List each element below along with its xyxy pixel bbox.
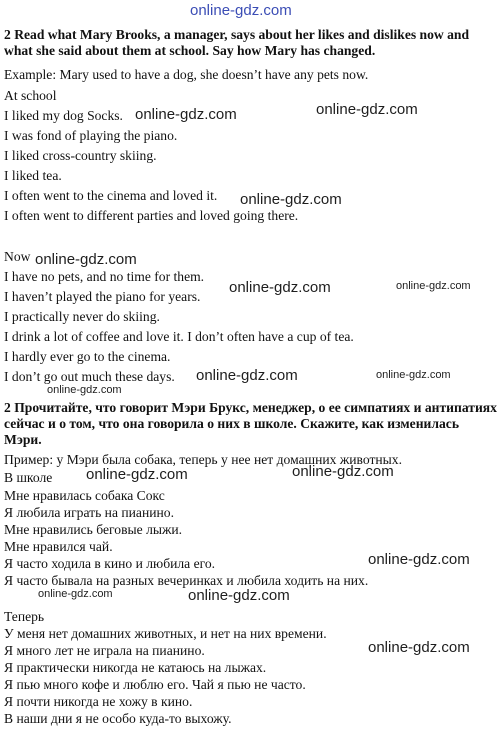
watermark: online-gdz.com	[240, 191, 342, 208]
school-line-en: I liked my dog Socks.	[4, 108, 123, 123]
now-line-ru: В наши дни я не особо куда-то выхожу.	[4, 711, 232, 726]
now-line-ru: У меня нет домашних животных, и нет на них времени.	[4, 626, 327, 641]
school-line-ru: Мне нравился чай.	[4, 539, 113, 554]
school-line-en: I often went to different parties and loved going there.	[4, 208, 299, 223]
watermark: online-gdz.com	[86, 466, 188, 483]
watermark: online-gdz.com	[38, 588, 113, 600]
now-line-en: I drink a lot of coffee and love it. I don’t often have a cup of tea.	[4, 329, 354, 344]
example-en: Example: Mary used to have a dog, she doesn’t have any pets now.	[4, 67, 369, 82]
school-line-ru: Я любила играть на пианино.	[4, 505, 174, 520]
watermark: online-gdz.com	[316, 101, 418, 118]
now-line-en: I haven’t played the piano for years.	[4, 289, 201, 304]
now-line-en: I hardly ever go to the cinema.	[4, 349, 171, 364]
now-line-en: I have no pets, and no time for them.	[4, 269, 205, 284]
school-line-ru: Я часто бывала на разных вечеринках и любила ходить на них.	[4, 573, 369, 588]
exercise-heading-en: 2 Read what Mary Brooks, a manager, says about her likes and dislikes now and what she said about them at school. Say how Mary has changed.	[4, 27, 470, 58]
school-line-en: I liked cross-country skiing.	[4, 148, 157, 163]
exercise-heading-ru: 2 Прочитайте, что говорит Мэри Брукс, менеджер, о ее симпатиях и антипатиях сейчас и о том, что она говорила о них в школе. Скажите, как изменилась Мэри.	[4, 400, 497, 447]
now-line-en: I don’t go out much these days.	[4, 369, 175, 384]
watermark: online-gdz.com	[396, 280, 471, 292]
watermark: online-gdz.com	[135, 106, 237, 123]
school-line-en: I liked tea.	[4, 168, 62, 183]
watermark: online-gdz.com	[47, 384, 122, 396]
watermark: online-gdz.com	[368, 639, 470, 656]
now-line-ru: Я практически никогда не катаюсь на лыжах.	[4, 660, 267, 675]
watermark: online-gdz.com	[190, 2, 292, 19]
school-line-en: I was fond of playing the piano.	[4, 128, 178, 143]
now-line-ru: Я пью много кофе и люблю его. Чай я пью не часто.	[4, 677, 306, 692]
school-line-ru: Я часто ходила в кино и любила его.	[4, 556, 216, 571]
school-label-en: At school	[4, 88, 57, 103]
watermark: online-gdz.com	[376, 369, 451, 381]
watermark: online-gdz.com	[368, 551, 470, 568]
school-line-en: I often went to the cinema and loved it.	[4, 188, 218, 203]
watermark: online-gdz.com	[196, 367, 298, 384]
watermark: online-gdz.com	[292, 463, 394, 480]
now-label-en: Now	[4, 249, 31, 264]
now-line-en: I practically never do skiing.	[4, 309, 160, 324]
watermark: online-gdz.com	[188, 587, 290, 604]
watermark: online-gdz.com	[229, 279, 331, 296]
watermark: online-gdz.com	[35, 251, 137, 268]
school-line-ru: Мне нравилась собака Сокс	[4, 488, 165, 503]
now-label-ru: Теперь	[4, 609, 45, 624]
school-label-ru: В школе	[4, 470, 53, 485]
example-ru: Пример: у Мэри была собака, теперь у нее нет домашних животных.	[4, 452, 402, 467]
school-line-ru: Мне нравились беговые лыжи.	[4, 522, 183, 537]
now-line-ru: Я почти никогда не хожу в кино.	[4, 694, 193, 709]
now-line-ru: Я много лет не играла на пианино.	[4, 643, 205, 658]
